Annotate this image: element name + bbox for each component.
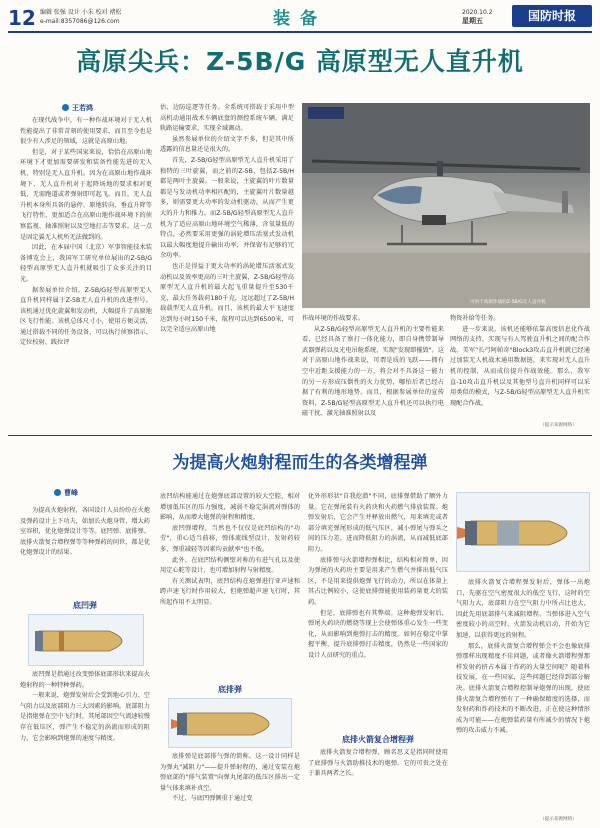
article2-headline: 为提高火炮射程而生的各类增程弹 [172, 453, 428, 473]
article1-byline: 王若鸿 [62, 103, 93, 113]
issue-date [462, 8, 493, 26]
article1-column-4: 物资补给等任务。 进一步来说，该机还能够依靠高度信息化作战网络的支持，实现与有人驾驶直升机之间的配合作战。美军"长弓阿帕奇"Block3攻击直升机就已经通过加装无人机战术通用数据链，来实现对无人直升机的控制，从而成倍提升作战效能。那么，我军直-10攻击直升机以及其他型号直升机同样可以采用类似的模式，与Z-5B/G轻型高原型无人直升机实现配合作战。 [450, 315, 590, 407]
base-bleed-shell-illustration [28, 614, 144, 666]
section-title: 装备 [273, 9, 327, 29]
article2-credit: （提示来源网络） [540, 817, 577, 822]
subhead-base-bleed-round: 底排弹 [218, 685, 242, 694]
article2-column-2b: 底排弹是底部排气弹的简称。这一设计同样是为弹丸"减阻力"——提升弹射程的，通过安装在炮弹底部的"排气装置"向弹丸尾部的低压区排出一定量气体来填补真空。 不过，与底凹弹侧重于通过变 [160, 753, 300, 803]
article2-column-1b: 底凹弹是指通过改变弹体底部形状来提高火炮射程的一种特种弹药。 一般来说，炮弹发射后会受到地心引力、空气阻力以及底部阻力三大因素的影响。底部阻力是指炮弹在空中飞行时，其尾部因空气流速较慢存在低压区，弹产生不稳定的涡流而形成的阻力，它会影响到炮弹的速度与精度。 [20, 671, 150, 742]
composite-round-illustration [456, 492, 590, 572]
email: e-mail:8357086@126.com [40, 18, 120, 25]
byline-dot-icon [54, 489, 61, 496]
article2-column-4: 底排火箭复合增程弹发射后，弹体一出炮口，先驱在空气密度很大的低空飞行，这时的空气阻力大，底部阻力在空气阻力中所占比也大，因此先用底部排气来减阻增程。当弹体进入空气密度较小的高空时，火箭发动机启动，开始为它加速，以获得更远的射程。 那么，底排火箭复合增程弹会不会也像底排弹那样出现精度不佳问题，或者像火箭增程弹那样发射药挤占本属于炸药的大量空间呢？随着科技发展，在一些国家，这些问题已经得到部分解决。底排火箭复合增程控制导炮弹的出现，使底排火箭复合增程弹有了一种确保精度的选择，而发射药和炸药技术的不断改进，正在使这种情形成为可能——在炮弹装药量有所减少的情况下炮弹的攻击威力不减。 [456, 579, 590, 735]
article2-column-2: 底凹结构能通过在炮弹底部设置的较大空腔，相对增加低压区的压力强度，减弱不稳定涡流对弹体的影响，从而增大炮弹的射程和精度。 底凹弹增程，当然也不仅仅是底凹结构的"功劳"，重心适当前移，弹体流线型设计，发射药较多，弹重减轻等因素均贡献率"也不低。 此外，在底凹结构侧壁对称的有进气孔以及使用定心舵等设计，也可增加射程与射精度。 有关测试表明，底凹结构在炮弹进行亚声速和跨声速飞行时作用较大，但炮弹超声速飞行时，其所起作用不太明显。 [160, 493, 300, 606]
byline-dot-icon [62, 104, 69, 111]
subhead-base-bleed: 底凹弹 [73, 601, 97, 610]
article-divider [8, 435, 592, 436]
article1-credit: （提示来源网络） [540, 423, 577, 428]
page-number: 12 [8, 6, 36, 30]
photo-caption: 可用于高原作战的Z-5B/G无人直升机 [470, 300, 546, 305]
header-rule [8, 31, 592, 33]
base-bleed-round-illustration [168, 698, 292, 748]
newspaper-logo: 国防时报 [512, 5, 592, 27]
article2-column-3b: 底排火箭复合增程弹，顾名思义是指同时使用了底排弹与火箭助推技术的炮弹。它的可贵之处在于兼具两者之长。 [308, 749, 448, 778]
editors: 编辑 张强 设计 小朱 校对 褚松 [40, 9, 122, 16]
weekday: 星期五 [462, 17, 483, 25]
article1-column-1: 在现代战争中，有一种作战环境对于无人机性能提出了非常苛刻的使用要求，而且至今也是很少有人涉足的领域，这就是高原山地。 但是，对于某些国家来说，恰恰在高原山地环境下才更加需要研发和装备性能先进的无人机，特别是无人直升机。因为在高原山地作战环境下，无人直升机对于起降场地的要求相对更低，无需跑道或者弹射即可起飞。而且，无人直升机本身所具备的悬停、原地转向、垂直升降等飞行特性，更加适合在高原山地作战环境下的侦察监视、轴准照射以及空地打击等要求。这一点是固定翼无人机所无法做到的。 因此，在本届中国（北京）军事智能技术装备博览会上，我国军工研究单位展出的Z-5B/G轻型高原型无人直升机就吸引了众多关注的目光。 据参展单位介绍，Z-5B/G轻型高原型无人直升机同样属于Z-5B无人直升机的改进型号。该机通过优化旋翼和发动机，大幅提升了高原地区飞行性能。该机总体尺寸小，使用方便灵活，通过搭载不同的任务设备，可以执行侦察指示、定位校射、践位评 [20, 117, 152, 347]
date: 2020.10.2 [462, 9, 493, 16]
subhead-composite-round: 底排火箭复合增程弹 [342, 735, 414, 744]
article1-column-3: 作战环境的作战要求。 从Z-5B/G轻型高原型无人直升机的主要性能来看，已经具备了察打一体化能力，即自身携带制导武器弹药以及光电吊舱系统，实现"发现即摧毁"。这对于高原山地作战来说，可谓是质的飞跃——拥有空中近距支援能力的一方，将会对不具备这一能力的另一方形成压倒性的火力优势，哪怕后者已经占据了有利的地形地势。而且，根据参展单位的宣传资料，Z-5B/G轻型高原型无人直升机还可以执行电磁干扰、激光轴准照射以及 [302, 315, 444, 418]
article2-column-3: 化外形形状"自我挖潜"不同，底排弹借助了额外力量。它在弹尾装有火药块和火药燃气排放装置。炮弹发射后，它会产生并释放出燃气，用来填充或者部分填充弹尾形成的低气压区，减小弹尾与弹头之间的压力差，进而降低阻力的涡流，从而减低底部阻力。 底排弹与火箭增程弹相比，结构相对简单，因为弹尾的火药块主要是用来产生燃气并排出低气压区，不是用来提供炮弹飞行的动力，所以在体量上其占比例较小，这使底排弹能使用装药量更大的装药。 但是，底排弹也有其弊端。这种炮弹发射后，弹尾火药块的燃烧等现上会使弹体重心发生一些变化，从而影响到炮弹打击的精度。如何在稳定中掌握平衡，提升底排弹打击精度，仍然是一些国家的设计人员研究的重点。 [308, 493, 448, 659]
article1-column-2: 估、边防巡逻等任务。全系统可搭载于采用中型高机动通用战术车辆底盘的测控系统车辆，满足轨路运输要求，实现全域调动。 虽然参展单位的介绍文字不多，但是其中所透露的信息量还是很大的。 首先，Z-5B/G轻型高原型无人直升机采用了独特的三叶旋翼，而之前的Z-5B，包括Z-5B/H都是两叶主旋翼。一般来说，主旋翼的叶片数量都是与发动机功率相匹配的，主旋翼叶片数量越多，则需要更大功率的发动机驱动，从而产生更大的升力和推力。而Z-5B/G轻型高原型无人直升机为了适应高原山地环境空气稀薄，含氧量低的特点，必然要采用更强的涡轮增压活塞式发动机以最大幅度地提升输出功率，并保留有足够的冗余功率。 也正是得益于更大功率的涡轮增压活塞式发动机以及效率更高的三叶主旋翼，Z-5B/G轻型高原型无人直升机的最大起飞重量提升至530千克，最大任务载荷180千克，远远超过了Z-5B/H载载型无人直升机。而且，该机的最大平飞速度达到每小时150千米，航程可以达到6500米，可以完全适应高原山地 [160, 104, 294, 334]
article1-headline: 高原尖兵：Z-5B/G 高原型无人直升机 [76, 47, 524, 76]
helicopter-photo [302, 103, 590, 308]
helicopter-illustration [302, 103, 590, 308]
article2-byline: 曹峰 [54, 488, 78, 498]
article2-column-1: 为提高火炮射程，各国设计人员纷纷在火炮及弹药设计上下功夫，如加长火炮身管，增大药室容积，优化炮弹设计等等。底凹弹、底排弹、底排火箭复合增程弹等等种弹药的问世，都是优化炮弹设计的结果。 [20, 507, 150, 557]
